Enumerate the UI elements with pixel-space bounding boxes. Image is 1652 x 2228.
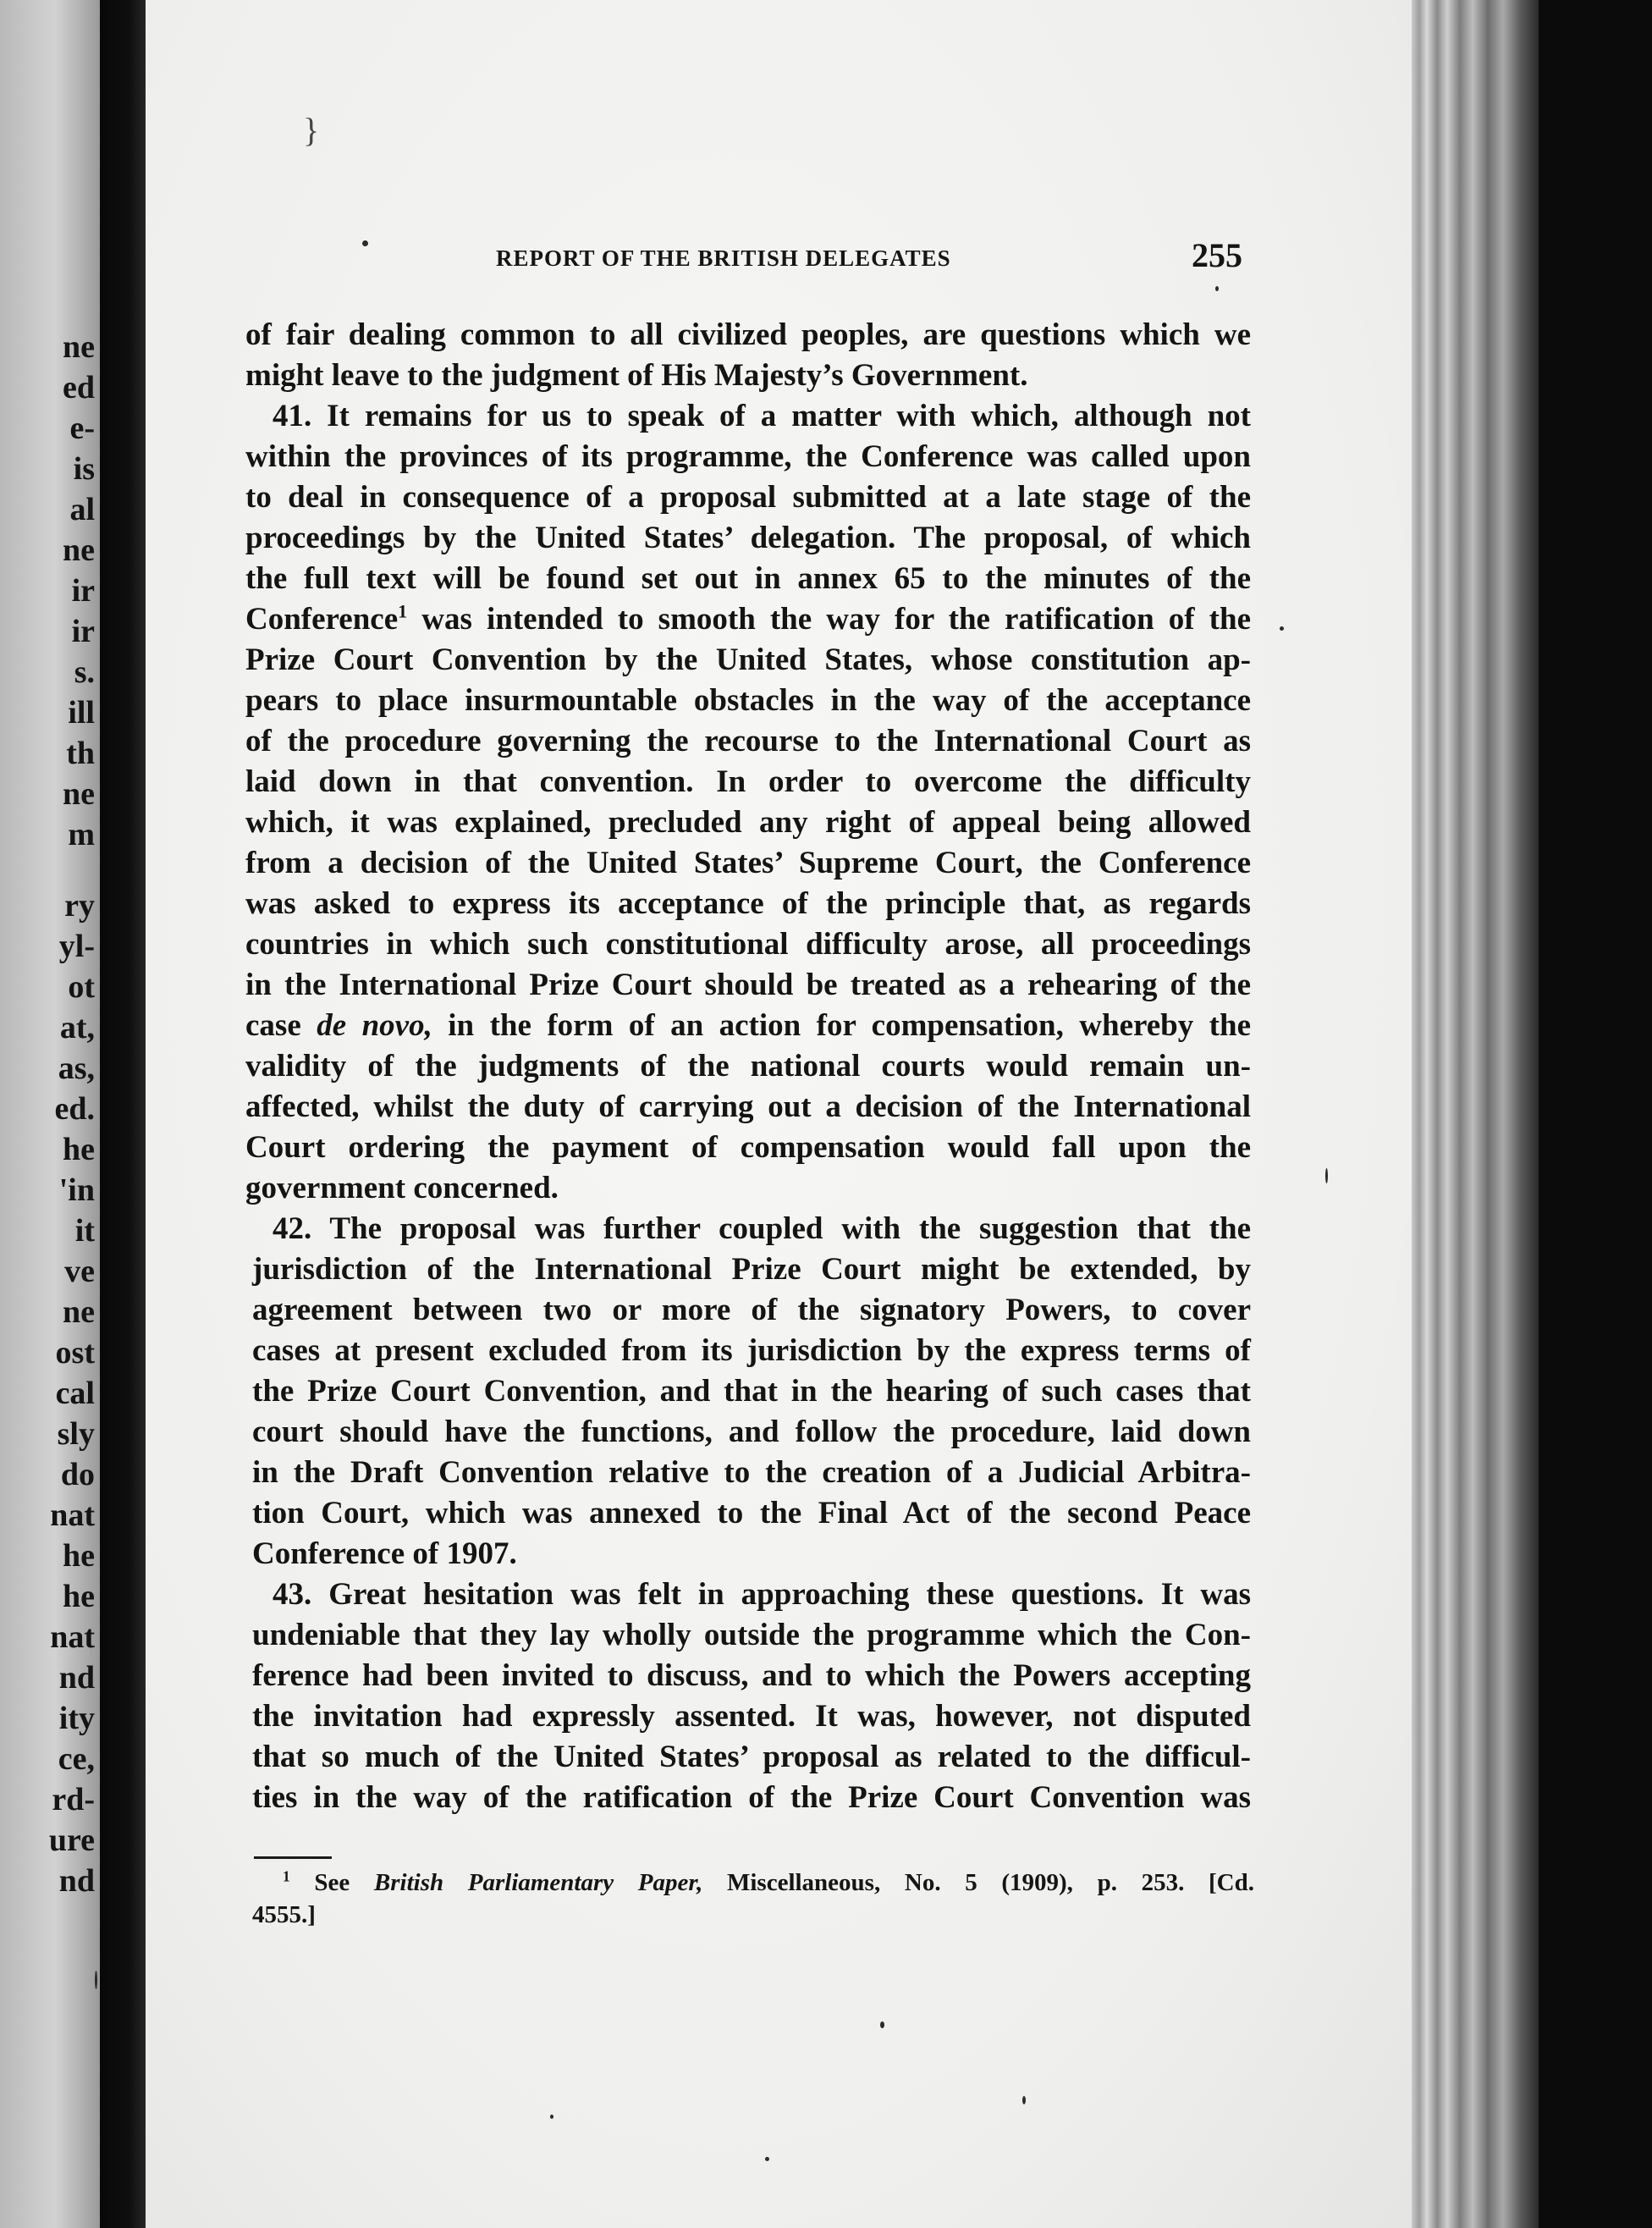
text-line: was asked to express its acceptance of the principle that, as regards <box>245 886 1251 921</box>
footnote-rule <box>254 1856 332 1859</box>
text-line: in the Draft Convention relative to the creation of a Judicial Arbitra- <box>252 1455 1251 1490</box>
previous-page-fragment: at, <box>59 1010 95 1045</box>
previous-page-fragment: do <box>60 1457 95 1492</box>
text-line: validity of the judgments of the national courts would remain un- <box>245 1049 1251 1084</box>
speck <box>765 2157 769 2161</box>
text-line: agreement between two or more of the signatory Powers, to cover <box>252 1293 1251 1327</box>
previous-page-fragment: rd- <box>52 1782 95 1817</box>
text-line <box>245 599 1251 640</box>
speck <box>1022 2096 1026 2104</box>
page-edges <box>1412 0 1539 2228</box>
text-line: pears to place insurmountable obstacles in the way of the acceptance <box>245 683 1251 718</box>
text-line: the full text will be found set out in annex 65 to the minutes of the <box>245 561 1251 596</box>
previous-page-fragment: ne <box>63 329 95 365</box>
page-number: 255 <box>1192 236 1242 274</box>
italic-phrase: de novo, <box>317 1008 432 1043</box>
previous-page-fragment: sly <box>57 1416 95 1452</box>
text-line: court should have the functions, and follow the procedure, laid down <box>252 1415 1251 1449</box>
text-span: See <box>289 1869 374 1896</box>
previous-page-fragment: it <box>74 1213 95 1249</box>
speck <box>550 2115 553 2119</box>
scan-background <box>1539 0 1652 2228</box>
previous-page-fragment: ost <box>55 1335 95 1370</box>
previous-page-fragment: ne <box>63 776 95 812</box>
text-line: countries in which such constitutional difficulty arose, all proceedings <box>245 927 1251 962</box>
previous-page-fragment: is <box>73 451 95 487</box>
text-line: the Prize Court Convention, and that in the hearing of such cases that <box>252 1374 1251 1409</box>
previous-page-edge <box>0 0 100 2228</box>
text-line <box>245 1006 1251 1046</box>
footnote <box>283 1867 1254 1898</box>
previous-page-fragment: nd <box>58 1863 95 1899</box>
text-line: proceedings by the United States’ delegation. The proposal, of which <box>245 521 1251 555</box>
speck <box>1215 286 1219 291</box>
previous-page-fragment: nd <box>58 1660 95 1696</box>
text-span: Miscellaneous, No. 5 (1909), p. 253. [Cd. <box>702 1869 1255 1896</box>
previous-page-fragment: nat <box>50 1619 95 1655</box>
paragraph-42-start: 42. The proposal was further coupled with the suggestion that the <box>273 1211 1251 1246</box>
previous-page-fragment: m <box>68 817 95 852</box>
text-line: Prize Court Convention by the United States, whose constitution ap- <box>245 642 1251 677</box>
footnote-italic: British Parliamentary Paper, <box>373 1869 703 1896</box>
text-line: government concerned. <box>245 1171 559 1205</box>
text-line: of fair dealing common to all civilized peoples, are questions which we <box>245 317 1251 352</box>
footnote-marker: 1 <box>283 1867 290 1885</box>
previous-page-fragment: ir <box>71 573 95 609</box>
gutter-shadow <box>100 0 149 2228</box>
speck <box>880 2021 884 2028</box>
text-line: affected, whilst the duty of carrying out a decision of the International <box>245 1089 1251 1124</box>
previous-page-fragment: ir <box>71 614 95 649</box>
previous-page-fragment: ve <box>64 1254 95 1289</box>
previous-page-fragment: th <box>66 736 95 771</box>
text-line: the invitation had expressly assented. It was, however, not disputed <box>252 1699 1251 1734</box>
previous-page-fragment: al <box>69 492 95 527</box>
speck <box>1325 1168 1328 1183</box>
running-head: REPORT OF THE BRITISH DELEGATES <box>496 245 951 271</box>
previous-page-fragment: nat <box>50 1497 95 1533</box>
text-line: within the provinces of its programme, the Conference was called upon <box>245 439 1251 474</box>
previous-page-fragment: he <box>63 1579 95 1614</box>
previous-page-fragment: ne <box>63 1294 95 1330</box>
previous-page-fragment: ce, <box>58 1741 95 1777</box>
previous-page-fragment: s. <box>74 654 95 690</box>
text-line: in the International Prize Court should be treated as a rehearing of the <box>245 968 1251 1002</box>
footnote-reference: 1 <box>398 600 408 622</box>
text-line: of the procedure governing the recourse to the International Court as <box>245 724 1251 758</box>
speck <box>1280 626 1284 631</box>
previous-page-fragment: he <box>63 1132 95 1167</box>
text-line: cases at present excluded from its jurisdiction by the express terms of <box>252 1333 1251 1368</box>
previous-page-fragment: ry <box>64 888 95 924</box>
previous-page-fragment: e- <box>69 411 95 446</box>
text-line: might leave to the judgment of His Majesty’s Government. <box>245 358 1028 393</box>
text-line: to deal in consequence of a proposal submitted at a late stage of the <box>245 480 1251 515</box>
text-line: that so much of the United States’ proposal as related to the difficul- <box>252 1740 1251 1774</box>
previous-page-fragment: yl- <box>58 929 95 964</box>
text-line: Conference of 1907. <box>252 1536 517 1571</box>
previous-page-fragment: as, <box>58 1051 95 1086</box>
speck <box>362 240 368 246</box>
text-line: ties in the way of the ratification of the Prize Court Convention was <box>252 1780 1251 1815</box>
text-line: which, it was explained, precluded any right of appeal being allowed <box>245 805 1251 840</box>
text-line: from a decision of the United States’ Supreme Court, the Conference <box>245 846 1251 880</box>
text-span: Conference <box>245 602 399 637</box>
text-line: jurisdiction of the International Prize Court might be extended, by <box>252 1252 1251 1287</box>
paragraph-43-start: 43. Great hesitation was felt in approaching these questions. It was <box>273 1577 1251 1612</box>
previous-page-fragment: 'in <box>58 1172 95 1208</box>
text-line: Court ordering the payment of compensation would fall upon the <box>245 1130 1251 1165</box>
previous-page-fragment: he <box>63 1538 95 1574</box>
text-span: case <box>245 1008 301 1043</box>
paragraph-41-start: 41. It remains for us to speak of a matter with which, although not <box>273 399 1251 433</box>
previous-page-fragment: ot <box>68 969 95 1005</box>
text-line: undeniable that they lay wholly outside the programme which the Con- <box>252 1618 1251 1652</box>
text-span: was intended to smooth the way for the ratification of the <box>407 602 1251 637</box>
footnote-line-2: 4555.] <box>252 1901 316 1928</box>
previous-page-fragment: ill <box>68 695 95 731</box>
text-line: ference had been invited to discuss, and to which the Powers accepting <box>252 1658 1251 1693</box>
previous-page-fragment: ed. <box>54 1091 95 1127</box>
text-line: laid down in that convention. In order to overcome the difficulty <box>245 764 1251 799</box>
text-span: in the form of an action for compensation, whereby the <box>432 1008 1252 1043</box>
previous-page-fragment: ity <box>58 1701 95 1736</box>
margin-mark: } <box>303 111 320 149</box>
previous-page-fragment: cal <box>55 1376 95 1411</box>
previous-page-fragment: ne <box>63 532 95 568</box>
previous-page-fragment: ure <box>48 1823 95 1858</box>
text-line: tion Court, which was annexed to the Final Act of the second Peace <box>252 1496 1251 1530</box>
previous-page-fragment: ed <box>63 370 95 405</box>
speck <box>95 1971 97 1989</box>
